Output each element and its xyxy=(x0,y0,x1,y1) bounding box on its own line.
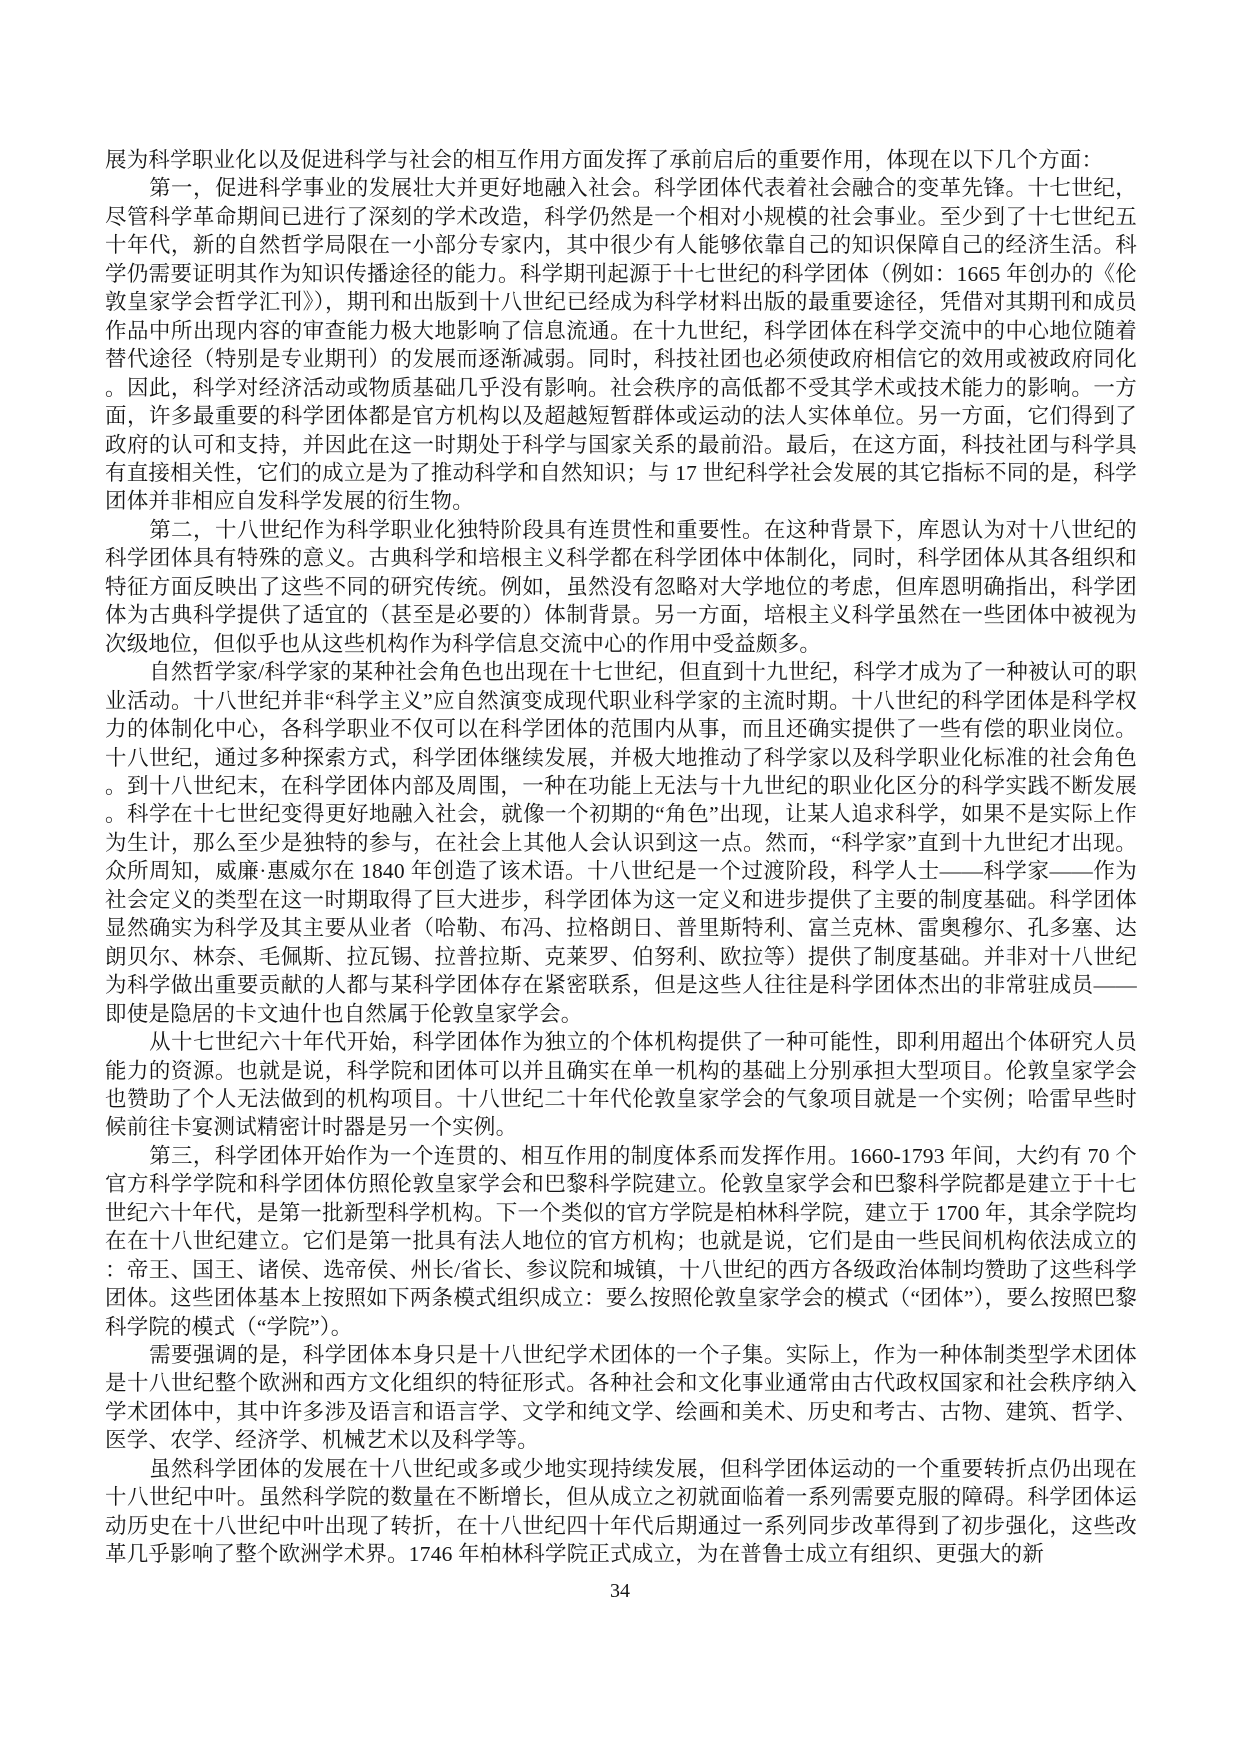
paragraph-continuation: 展为科学职业化以及促进科学与社会的相互作用方面发挥了承前启后的重要作用，体现在以下几个方面： xyxy=(105,148,1104,172)
paragraph-second-point: 第二，十八世纪作为科学职业化独特阶段具有连贯性和重要性。在这种背景下，库恩认为对十八世纪的科学团体具有特殊的意义。古典科学和培根主义科学都在科学团体中体制化，同时，科学团体从其各组织和特征方面反映出了这些不同的研究传统。例如，虽然没有忽略对大学地位的考虑，但库恩明确指出，科学团体为古典科学提供了适宜的（甚至是必要的）体制背景。另一方面，培根主义科学虽然在一些团体中被视为次级地位，但似乎也从这些机构作为科学信息交流中心的作用中受益颇多。 xyxy=(105,517,1137,656)
page-text-block xyxy=(105,146,1137,1569)
paragraph-natural-philosophers: 自然哲学家/科学家的某种社会角色也出现在十七世纪，但直到十九世纪，科学才成为了一种被认可的职业活动。十八世纪并非“科学主义”应自然演变成现代职业科学家的主流时期。十八世纪的科学团体是科学权力的体制化中心，各科学职业不仅可以在科学团体的范围内从事，而且还确实提供了一些有偿的职业岗位。十八世纪，通过多种探索方式，科学团体继续发展，并极大地推动了科学家以及科学职业化标准的社会角色。到十八世纪末，在科学团体内部及周围，一种在功能上无法与十九世纪的职业化区分的科学实践不断发展。科学在十七世纪变得更好地融入社会，就像一个初期的“角色”出现，让某人追求科学，如果不是实际上作为生计，那么至少是独特的参与，在社会上其他人会认识到这一点。然而，“科学家”直到十九世纪才出现。众所周知，威廉·惠威尔在 1840 年创造了该术语。十八世纪是一个过渡阶段，科学人士——科学家——作为社会定义的类型在这一时期取得了巨大进步，科学团体为这一定义和进步提供了主要的制度基础。科学团体显然确实为科学及其主要从业者（哈勒、布冯、拉格朗日、普里斯特利、富兰克林、雷奥穆尔、孔多塞、达朗贝尔、林奈、毛佩斯、拉瓦锡、拉普拉斯、克莱罗、伯努利、欧拉等）提供了制度基础。并非对十八世纪为科学做出重要贡献的人都与某科学团体存在紧密联系，但是这些人往往是科学团体杰出的非常驻成员——即使是隐居的卡文迪什也自然属于伦敦皇家学会。 xyxy=(105,660,1137,1026)
page-number: 34 xyxy=(610,1580,630,1602)
paragraph-institutional-resources: 从十七世纪六十年代开始，科学团体作为独立的个体机构提供了一种可能性，即利用超出个体研究人员能力的资源。也就是说，科学院和团体可以并且确实在单一机构的基础上分别承担大型项目。伦敦皇家学会也赞助了个人无法做到的机构项目。十八世纪二十年代伦敦皇家学会的气象项目就是一个实例；哈雷早些时候前往卡宴测试精密计时器是另一个实例。 xyxy=(105,1030,1137,1140)
paragraph-first-point: 第一，促进科学事业的发展壮大并更好地融入社会。科学团体代表着社会融合的变革先锋。十七世纪，尽管科学革命期间已进行了深刻的学术改造，科学仍然是一个相对小规模的社会事业。至少到了十七世纪五十年代，新的自然哲学局限在一小部分专家内，其中很少有人能够依靠自己的知识保障自己的经济生活。科学仍需要证明其作为知识传播途径的能力。科学期刊起源于十七世纪的科学团体（例如：1665 年创办的《伦敦皇家学会哲学汇刊》），期刊和出版到十八世纪已经成为科学材料出版的最重要途径，凭借对其期刊和成员作品中所出现内容的审查能力极大地影响了信息流通。在十九世纪，科学团体在科学交流中的中心地位随着替代途径（特别是专业期刊）的发展而逐渐减弱。同时，科技社团也必须使政府相信它的效用或被政府同化。因此，科学对经济活动或物质基础几乎没有影响。社会秩序的高低都不受其学术或技术能力的影响。一方面，许多最重要的科学团体都是官方机构以及超越短暂群体或运动的法人实体单位。另一方面，它们得到了政府的认可和支持，并因此在这一时期处于科学与国家关系的最前沿。最后，在这方面，科技社团与科学具有直接相关性，它们的成立是为了推动科学和自然知识；与 17 世纪科学社会发展的其它指标不同的是，科学团体并非相应自发科学发展的衍生物。 xyxy=(105,176,1137,514)
paragraph-turning-point: 虽然科学团体的发展在十八世纪或多或少地实现持续发展，但科学团体运动的一个重要转折点仍出现在十八世纪中叶。虽然科学院的数量在不断增长，但从成立之初就面临着一系列需要克服的障碍。科学团体运动历史在十八世纪中叶出现了转折，在十八世纪四十年代后期通过一系列同步改革得到了初步强化，这些改革几乎影响了整个欧洲学术界。1746 年柏林科学院正式成立，为在普鲁士成立有组织、更强大的新 xyxy=(105,1456,1137,1567)
paragraph-learned-societies-subset: 需要强调的是，科学团体本身只是十八世纪学术团体的一个子集。实际上，作为一种体制类型学术团体是十八世纪整个欧洲和西方文化组织的特征形式。各种社会和文化事业通常由古代政权国家和社会秩序纳入学术团体中，其中许多涉及语言和语言学、文学和纯文学、绘画和美术、历史和考古、古物、建筑、哲学、医学、农学、经济学、机械艺术以及科学等。 xyxy=(105,1343,1137,1453)
paragraph-third-point: 第三，科学团体开始作为一个连贯的、相互作用的制度体系而发挥作用。1660-1793 年间，大约有 70 个官方科学学院和科学团体仿照伦敦皇家学会和巴黎科学院建立。伦敦皇家学会和巴黎科学院都是建立于十七世纪六十年代，是第一批新型科学机构。下一个类似的官方学院是柏林科学院，建立于 1700 年，其余学院均在在十八世纪建立。它们是第一批具有法人地位的官方机构；也就是说，它们是由一些民间机构依法成立的：帝王、国王、诸侯、选帝侯、州长/省长、参议院和城镇，十八世纪的西方各级政治体制均赞助了这些科学团体。这些团体基本上按照如下两条模式组织成立：要么按照伦敦皇家学会的模式（“团体”），要么按照巴黎科学院的模式（“学院”）。 xyxy=(105,1143,1137,1339)
